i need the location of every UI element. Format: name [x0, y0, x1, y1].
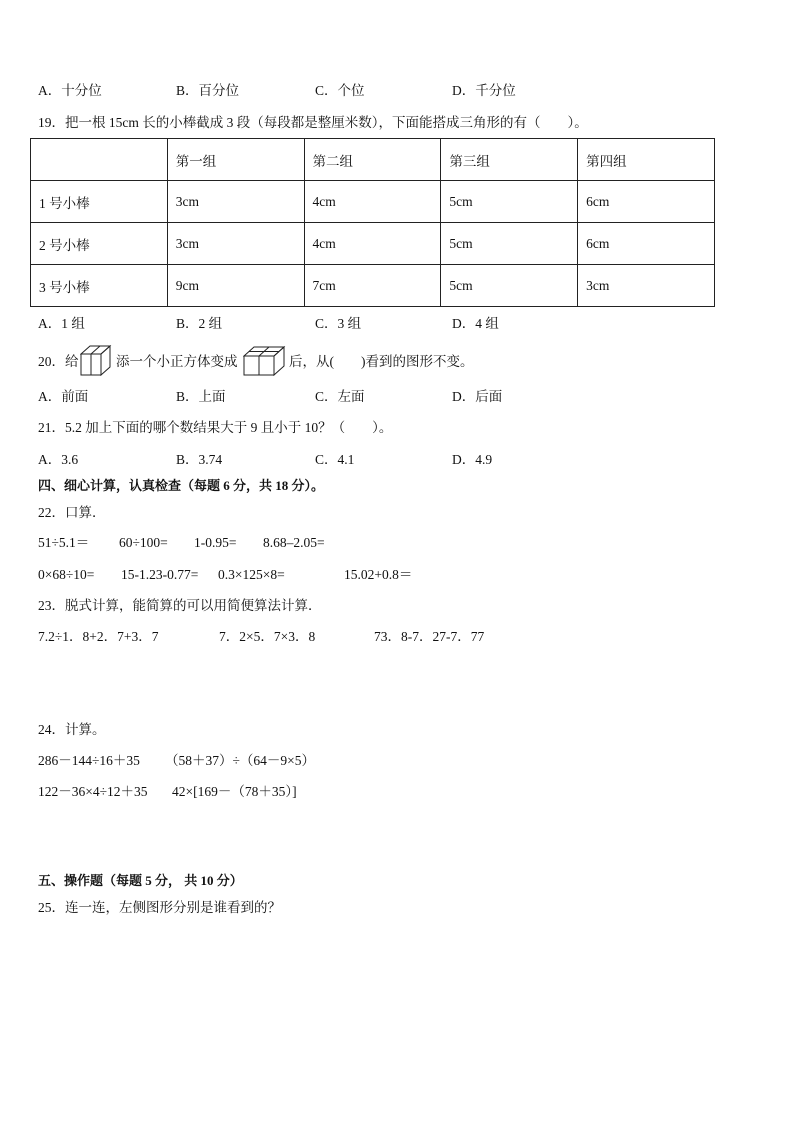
- table-cell: [31, 139, 168, 181]
- table-cell: 2 号小棒: [31, 223, 168, 265]
- q18-option-b: B．百分位: [176, 83, 240, 98]
- section-5-heading: 五、操作题（每题 5 分， 共 10 分）: [38, 873, 243, 888]
- table-cell: 9cm: [167, 265, 304, 307]
- q20-option-d: D．后面: [452, 389, 503, 404]
- table-cell: 4cm: [304, 223, 441, 265]
- q20-text-part2: 添一个小正方体变成: [116, 354, 238, 369]
- table-cell: 5cm: [441, 223, 578, 265]
- q20-option-b: B．上面: [176, 389, 226, 404]
- q21-option-d: D．4.9: [452, 452, 493, 467]
- table-cell: 4cm: [304, 181, 441, 223]
- three-cube-figure-icon: [243, 344, 287, 376]
- q24-title: 24．计算。: [38, 722, 106, 737]
- table-cell: 6cm: [578, 181, 715, 223]
- table-cell: 1 号小棒: [31, 181, 168, 223]
- table-row: [31, 223, 715, 265]
- q22-title: 22．口算．: [38, 505, 106, 520]
- q25-title: 25．连一连，左侧图形分别是谁看到的？: [38, 900, 281, 915]
- q19-option-c: C．3 组: [315, 316, 362, 331]
- q22-row1-item: 51÷5.1＝: [38, 535, 90, 550]
- q24-row1-item: 286－144÷16＋35: [38, 753, 140, 768]
- q22-row2-item: 15-1.23-0.77=: [121, 567, 199, 582]
- section-4-heading: 四、细心计算，认真检查（每题 6 分，共 18 分）。: [38, 478, 325, 493]
- q23-item: 73．8-7．27-7．77: [374, 629, 485, 644]
- q18-option-a: A．十分位: [38, 83, 102, 98]
- table-cell: 第二组: [304, 139, 441, 181]
- q22-row2-item: 0×68÷10=: [38, 567, 95, 582]
- q18-option-c: C．个位: [315, 83, 365, 98]
- q21-option-a: A．3.6: [38, 452, 79, 467]
- q20-option-a: A．前面: [38, 389, 89, 404]
- q21-text: 21．5.2 加上下面的哪个数结果大于 9 且小于 10？（ ）。: [38, 420, 393, 435]
- table-cell: 第四组: [578, 139, 715, 181]
- q20-text-part3: 后，从( )看到的图形不变。: [289, 354, 474, 369]
- q22-row2-item: 0.3×125×8=: [218, 567, 285, 582]
- table-cell: 3cm: [167, 181, 304, 223]
- q22-row2-item: 15.02+0.8＝: [344, 567, 413, 582]
- q23-title: 23．脱式计算，能简算的可以用简便算法计算．: [38, 598, 322, 613]
- q18-option-d: D．千分位: [452, 83, 516, 98]
- table-cell: 5cm: [441, 265, 578, 307]
- q20-option-c: C．左面: [315, 389, 365, 404]
- table-row: [31, 181, 715, 223]
- table-cell: 6cm: [578, 223, 715, 265]
- q24-row2-item: 122－36×4÷12＋35: [38, 784, 148, 799]
- table-row: [31, 265, 715, 307]
- table-cell: 7cm: [304, 265, 441, 307]
- table-header-row: [31, 139, 715, 181]
- table-cell: 3 号小棒: [31, 265, 168, 307]
- table-cell: 第一组: [167, 139, 304, 181]
- two-cube-figure-icon: [80, 344, 114, 376]
- q19-text: 19．把一根 15cm 长的小棒截成 3 段（每段都是整厘米数），下面能搭成三角形的有（ ）。: [38, 115, 588, 130]
- q23-item: 7.2÷1．8+2．7+3．7: [38, 629, 159, 644]
- q19-option-d: D．4 组: [452, 316, 499, 331]
- q19-option-b: B．2 组: [176, 316, 223, 331]
- table-cell: 3cm: [578, 265, 715, 307]
- q22-row1-item: 1-0.95=: [194, 535, 237, 550]
- q19-option-a: A．1 组: [38, 316, 85, 331]
- q24-row1-item: （58＋37）÷（64－9×5）: [165, 753, 316, 768]
- q20-text-part1: 20．给: [38, 354, 79, 369]
- q21-option-c: C．4.1: [315, 452, 355, 467]
- q22-row1-item: 8.68–2.05=: [263, 535, 325, 550]
- q24-row2-item: 42×[169－（78＋35）]: [172, 784, 297, 799]
- q19-table: [30, 138, 715, 307]
- table-cell: 3cm: [167, 223, 304, 265]
- q22-row1-item: 60÷100=: [119, 535, 168, 550]
- q23-item: 7．2×5．7×3．8: [219, 629, 316, 644]
- table-cell: 5cm: [441, 181, 578, 223]
- table-cell: 第三组: [441, 139, 578, 181]
- q21-option-b: B．3.74: [176, 452, 223, 467]
